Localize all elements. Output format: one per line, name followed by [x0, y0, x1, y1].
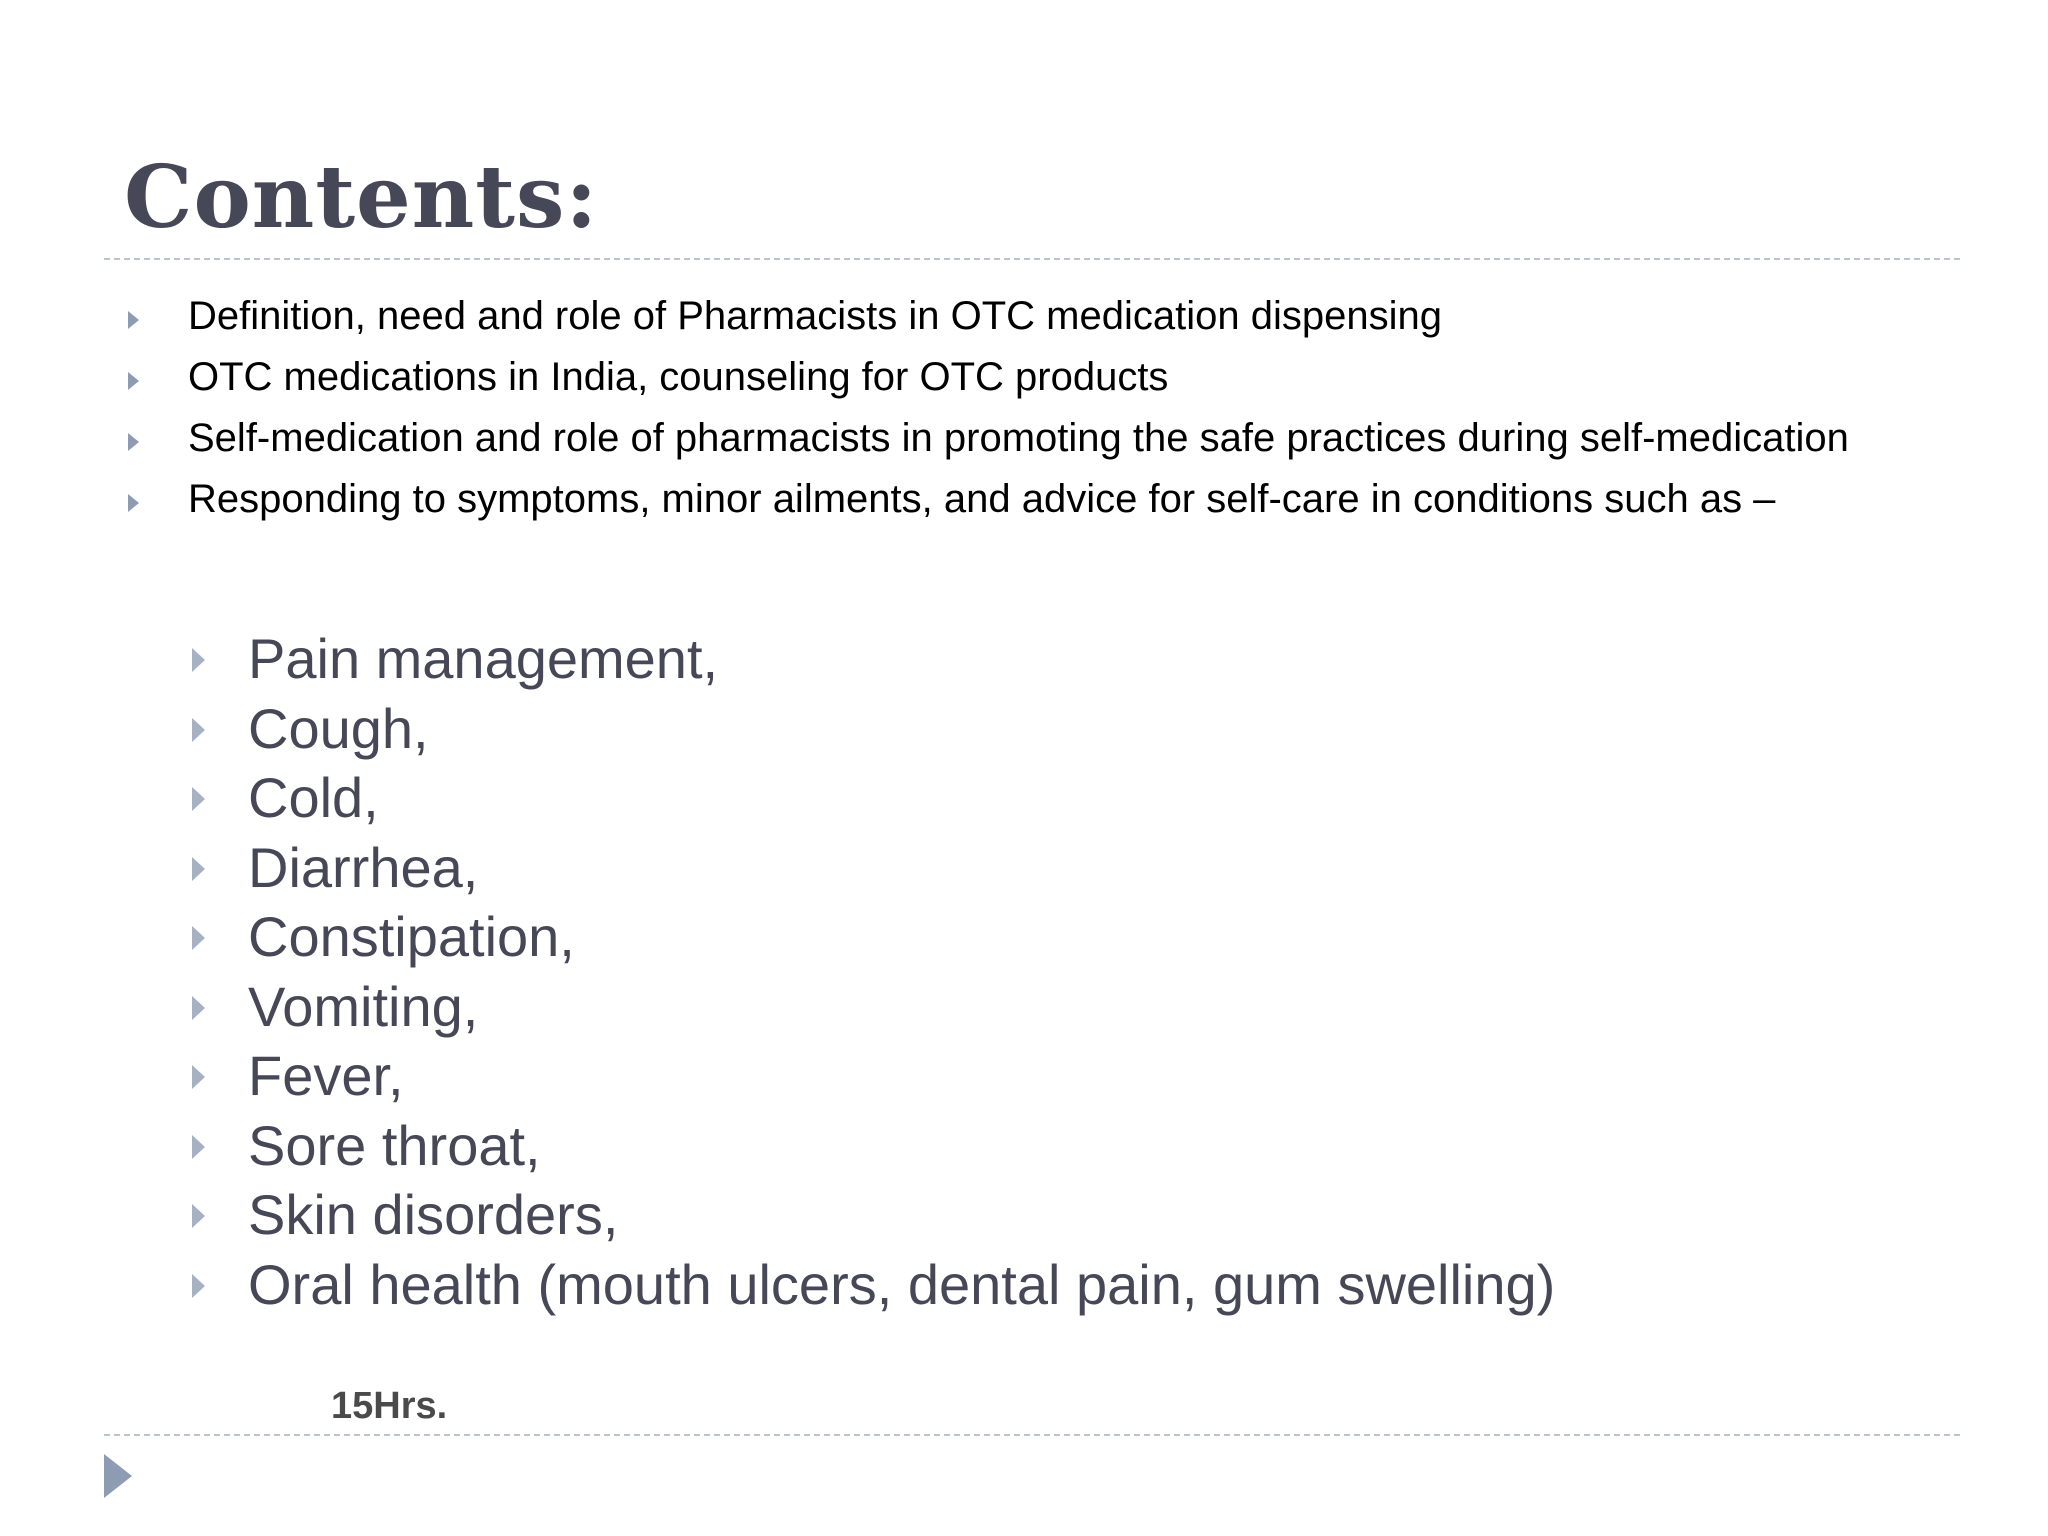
- list-item: [124, 477, 1940, 521]
- sub-list-item-text: Cold,: [248, 766, 379, 829]
- sub-list-item: [188, 624, 1555, 694]
- triangle-bullet-icon: [192, 718, 205, 742]
- sub-list-item-text: Fever,: [248, 1044, 404, 1107]
- list-item: [124, 416, 1940, 460]
- triangle-bullet-icon: [192, 1135, 205, 1159]
- duration-note: 15Hrs.: [331, 1385, 448, 1427]
- triangle-bullet-icon: [192, 1065, 205, 1089]
- triangle-bullet-icon: [128, 433, 139, 451]
- triangle-bullet-icon: [128, 372, 139, 390]
- sub-list-item: [188, 1180, 1555, 1250]
- slide-title: Contents:: [124, 147, 599, 248]
- triangle-bullet-icon: [192, 1204, 205, 1228]
- sub-list-item: [188, 902, 1555, 972]
- main-bullet-list: [124, 294, 1940, 538]
- sub-list-item-text: Vomiting,: [248, 974, 479, 1038]
- triangle-bullet-icon: [128, 494, 139, 512]
- sub-list-item-text: Cough,: [248, 696, 429, 760]
- triangle-bullet-icon: [192, 1274, 205, 1298]
- sub-list-item: [188, 972, 1555, 1042]
- triangle-bullet-icon: [128, 311, 139, 329]
- sub-list-item: [188, 694, 1555, 764]
- sub-list-item-text: Skin disorders,: [248, 1183, 619, 1246]
- sub-list-item: [188, 1041, 1555, 1111]
- sub-list-item: [188, 833, 1555, 903]
- sub-list-item-text: Oral health (mouth ulcers, dental pain, gum swelling): [248, 1252, 1556, 1316]
- sub-list-item: [188, 1111, 1555, 1181]
- list-item: [124, 294, 1940, 338]
- sub-list-item-text: Pain management,: [248, 627, 719, 690]
- triangle-bullet-icon: [192, 648, 205, 672]
- list-item-text: Self-medication and role of pharmacists in promoting the safe practices during self-medication: [188, 416, 1849, 460]
- sub-list-item: [188, 1250, 1555, 1320]
- title-divider: [104, 258, 1960, 260]
- sub-list-item-text: Sore throat,: [248, 1113, 541, 1177]
- sub-bullet-list: [188, 624, 1555, 1319]
- list-item: [124, 355, 1940, 399]
- sub-list-item-text: Constipation,: [248, 905, 575, 968]
- footer-divider: [104, 1434, 1960, 1436]
- triangle-bullet-icon: [192, 787, 205, 811]
- list-item-text: OTC medications in India, counseling for OTC products: [188, 355, 1169, 399]
- list-item-text: Definition, need and role of Pharmacists in OTC medication dispensing: [188, 294, 1442, 338]
- triangle-bullet-icon: [192, 996, 205, 1020]
- sub-list-item: [188, 763, 1555, 833]
- sub-list-item-text: Diarrhea,: [248, 835, 479, 899]
- list-item-text: Responding to symptoms, minor ailments, and advice for self-care in conditions such as –: [188, 477, 1776, 521]
- next-slide-arrow-icon[interactable]: [104, 1454, 132, 1498]
- triangle-bullet-icon: [192, 926, 205, 950]
- triangle-bullet-icon: [192, 857, 205, 881]
